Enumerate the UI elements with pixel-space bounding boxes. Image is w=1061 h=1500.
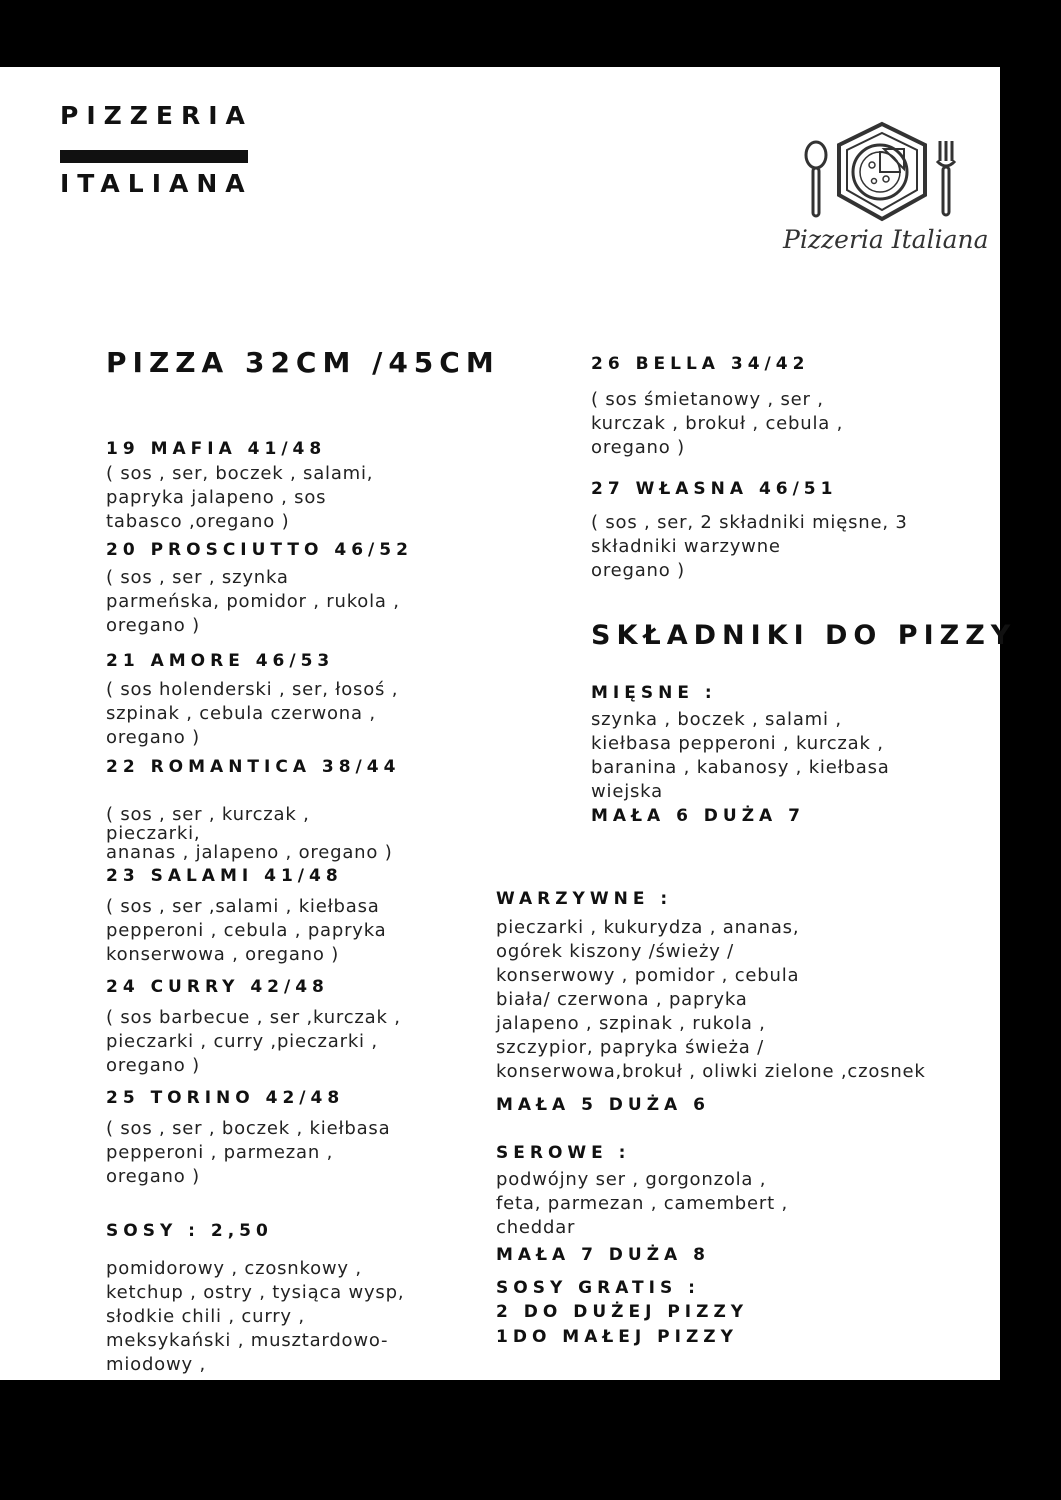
meat-title: MIĘSNE : [591,683,717,703]
sauces-desc: pomidorowy , czosnkowy , ketchup , ostry , tysiąca wysp, słodkie chili , curry , meksykański , musztardowo- miodowy , [106,1258,405,1375]
pizza-item-desc: ( sos holenderski , ser, łosoś , szpinak , cebula czerwona , oregano ) [106,679,399,748]
pizza-item-desc [106,786,406,862]
brand-line-1: PIZZERIA [60,101,253,130]
pizza-item-desc: ( sos , ser , boczek , kiełbasa pepperoni , parmezan , oregano ) [106,1118,391,1187]
veg-price: MAŁA 5 DUŻA 6 [496,1095,710,1115]
veg-desc: pieczarki , kukurydza , ananas, ogórek kiszony /świeży / konserwowy , pomidor , cebula biała/ czerwona , papryka jalapeno , szpinak , rukola , szczypior, papryka świeża / konserwowa,brokuł , oliwki zielone ,czosnek [496,917,926,1082]
cheese-price: MAŁA 7 DUŻA 8 [496,1245,710,1265]
cheese-desc: podwójny ser , gorgonzola , feta, parmezan , camembert , cheddar [496,1169,789,1238]
pizza-item-title: 19 MAFIA 41/48 [106,439,327,459]
free-sauces-title: SOSY GRATIS : [496,1278,700,1298]
pizza-item-title: 23 SALAMI 41/48 [106,866,343,886]
sauces-title: SOSY : 2,50 [106,1221,273,1241]
cheese-title: SEROWE : [496,1143,631,1163]
pizza-item-desc: ( sos , ser ,salami , kiełbasa pepperoni , cebula , papryka konserwowa , oregano ) [106,896,387,965]
brand-divider-bar [60,150,248,163]
pizza-item-desc: ( sos , ser , szynka parmeńska, pomidor , rukola , oregano ) [106,567,400,636]
pizza-item-title: 26 BELLA 34/42 [591,354,810,374]
pizza-item-title: 25 TORINO 42/48 [106,1088,345,1108]
ingredients-section-title: SKŁADNIKI DO PIZZY [591,620,1017,651]
meat-desc: szynka , boczek , salami , kiełbasa pepperoni , kurczak , baranina , kabanosy , kiełbasa wiejska [591,709,890,802]
pizza-item-desc: ( sos , ser, 2 składniki mięsne, 3 składniki warzywne oregano ) [591,512,908,581]
pizza-item-title: 22 ROMANTICA 38/44 [106,757,401,777]
pizza-item-desc: ( sos śmietanowy , ser , kurczak , brokuł , cebula , oregano ) [591,389,844,458]
menu-page [0,67,1017,1380]
free-sauces-large: 2 DO DUŻEJ PIZZY [496,1302,749,1322]
pizza-item-desc: ( sos , ser, boczek , salami, papryka jalapeno , sos tabasco ,oregano ) [106,463,374,532]
logo-wordmark: Pizzeria Italiana [783,225,989,254]
pizza-item-desc: ( sos barbecue , ser ,kurczak , pieczarki , curry ,pieczarki , oregano ) [106,1007,401,1076]
brand-line-2: ITALIANA [60,169,253,198]
pizza-item-desc-text: ( sos , ser , kurczak , pieczarki, ananas , jalapeno , oregano ) [106,804,393,863]
free-sauces-small: 1DO MAŁEJ PIZZY [496,1327,738,1347]
pizza-item-title: 20 PROSCIUTTO 46/52 [106,540,413,560]
pizza-section-title: PIZZA 32CM /45CM [106,346,500,379]
pizza-item-title: 27 WŁASNA 46/51 [591,479,838,499]
pizza-item-title: 21 AMORE 46/53 [106,651,335,671]
meat-price: MAŁA 6 DUŻA 7 [591,806,805,826]
veg-title: WARZYWNE : [496,889,673,909]
pizza-item-title: 24 CURRY 42/48 [106,977,329,997]
